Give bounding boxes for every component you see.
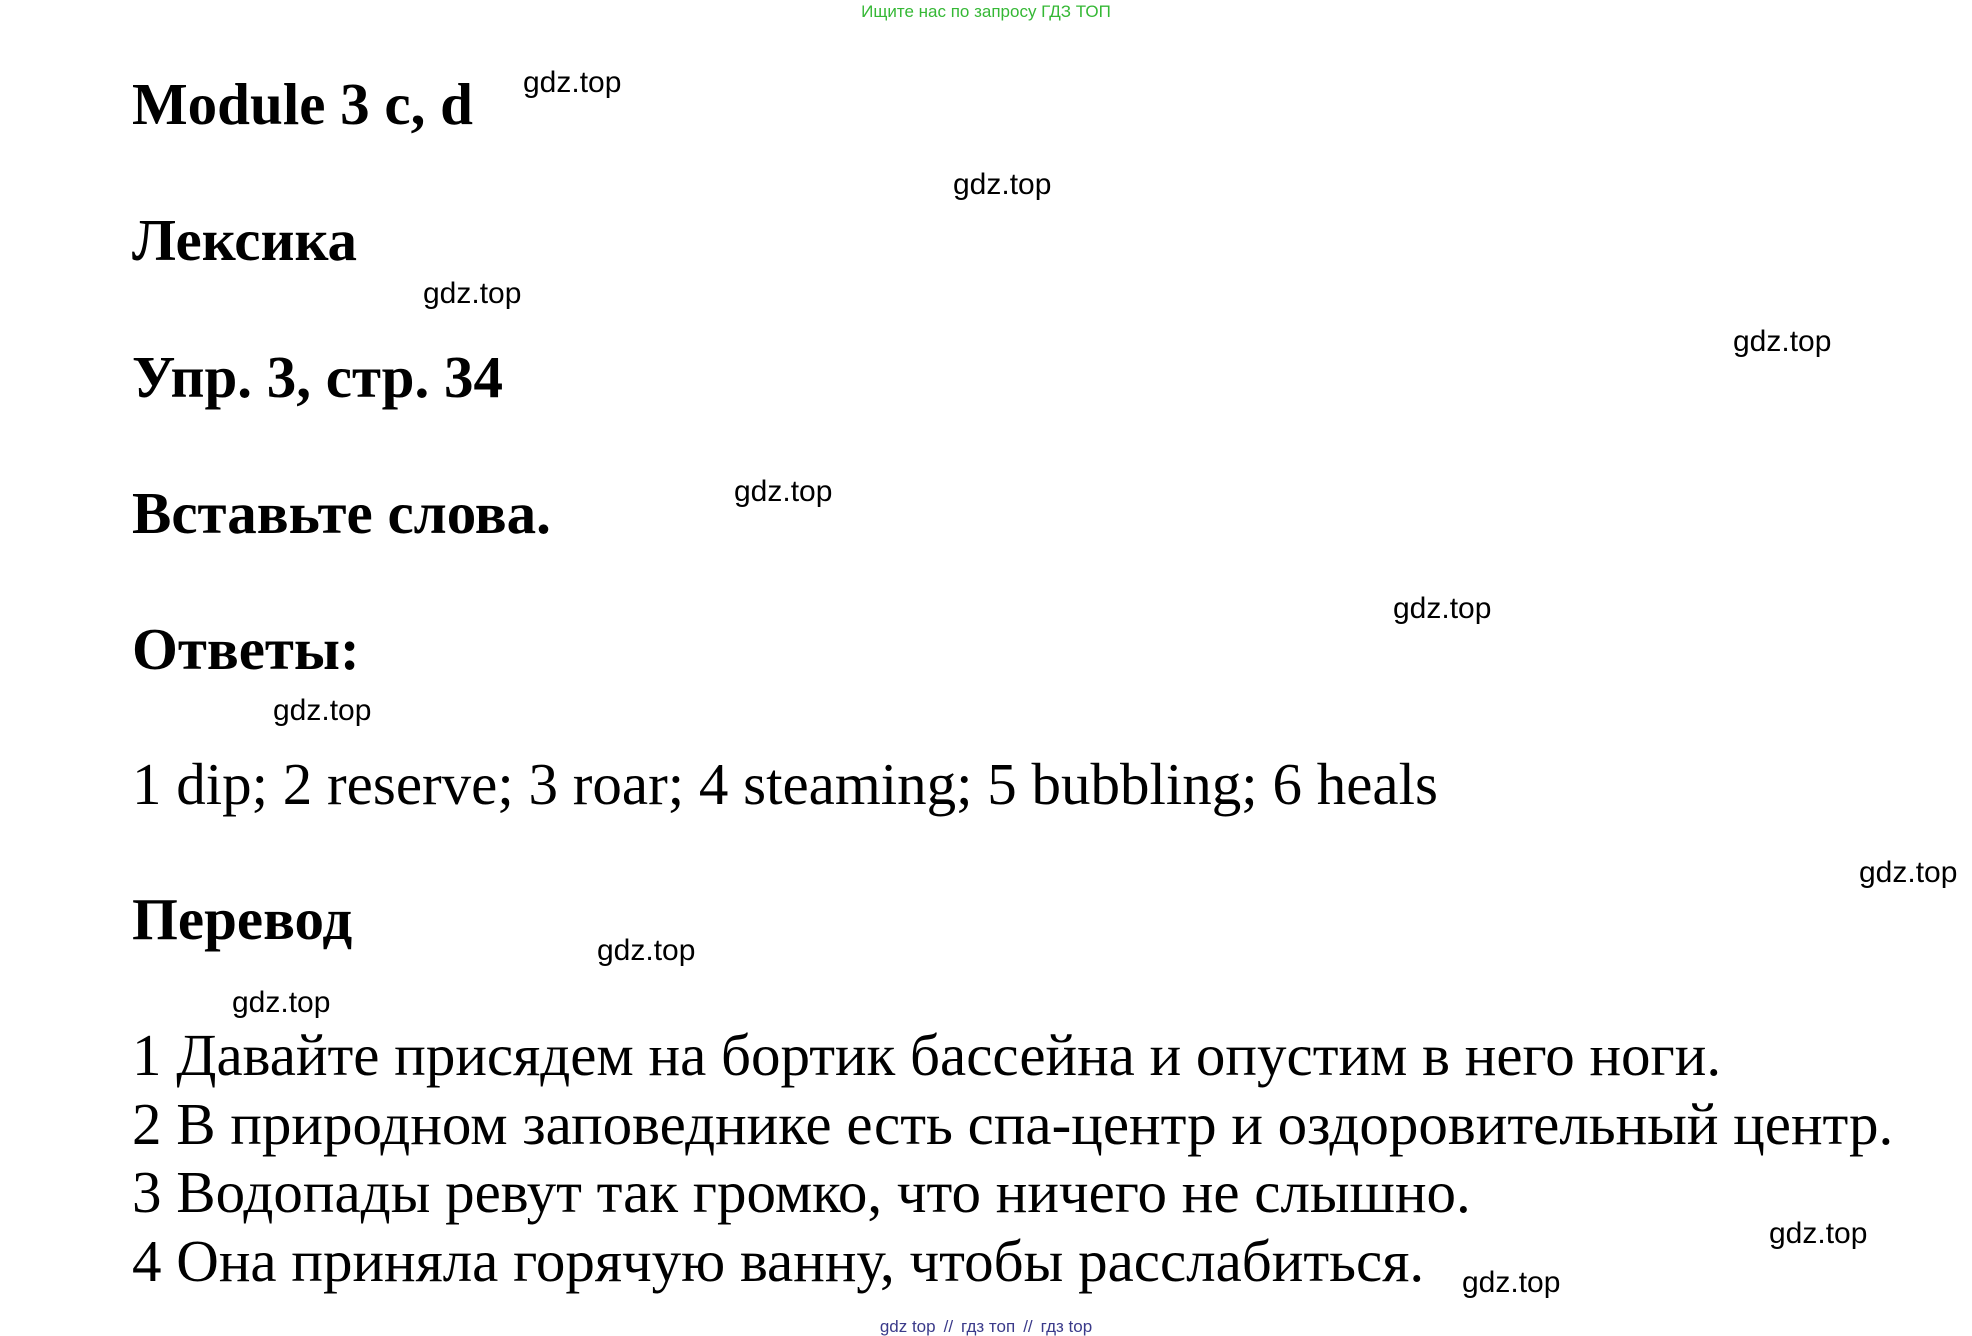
watermark-gdz: gdz.top xyxy=(423,277,522,310)
footer-links xyxy=(0,1318,1972,1335)
watermark-gdz: gdz.top xyxy=(1769,1217,1868,1250)
watermark-gdz: gdz.top xyxy=(597,934,696,967)
watermark-gdz: gdz.top xyxy=(734,475,833,508)
translation-line: 1 Давайте присядем на бортик бассейна и опустим в него ноги. xyxy=(132,1022,1722,1088)
footer-link[interactable]: gdz top xyxy=(879,1317,936,1336)
translation-line: 4 Она приняла горячую ванну, чтобы расслабиться. xyxy=(132,1228,1425,1294)
footer-separator: // xyxy=(943,1317,954,1336)
watermark-gdz: gdz.top xyxy=(953,168,1052,201)
watermark-gdz: gdz.top xyxy=(273,694,372,727)
watermark-gdz: gdz.top xyxy=(1462,1266,1561,1299)
answers-text: 1 dip; 2 reserve; 3 roar; 4 steaming; 5 bubbling; 6 heals xyxy=(132,751,1438,817)
task-instruction: Вставьте слова. xyxy=(132,480,551,546)
translation-heading: Перевод xyxy=(132,886,353,952)
watermark-gdz: gdz.top xyxy=(1393,592,1492,625)
answers-heading: Ответы: xyxy=(132,616,360,682)
exercise-reference: Упр. 3, стр. 34 xyxy=(132,344,503,410)
translation-line: 2 В природном заповеднике есть спа-центр и оздоровительный центр. xyxy=(132,1091,1894,1157)
watermark-gdz: gdz.top xyxy=(1859,856,1958,889)
search-banner: Ищите нас по запросу ГДЗ ТОП xyxy=(861,2,1111,21)
translation-line: 3 Водопады ревут так громко, что ничего не слышно. xyxy=(132,1159,1471,1225)
module-title: Module 3 c, d xyxy=(132,71,473,137)
watermark-gdz: gdz.top xyxy=(1733,325,1832,358)
footer-link[interactable]: гдз топ xyxy=(961,1317,1016,1336)
footer-link[interactable]: гдз top xyxy=(1040,1317,1093,1336)
watermark-gdz: gdz.top xyxy=(232,986,331,1019)
footer-separator: // xyxy=(1023,1317,1033,1336)
watermark-gdz: gdz.top xyxy=(523,66,622,99)
section-vocabulary-heading: Лексика xyxy=(132,207,358,273)
